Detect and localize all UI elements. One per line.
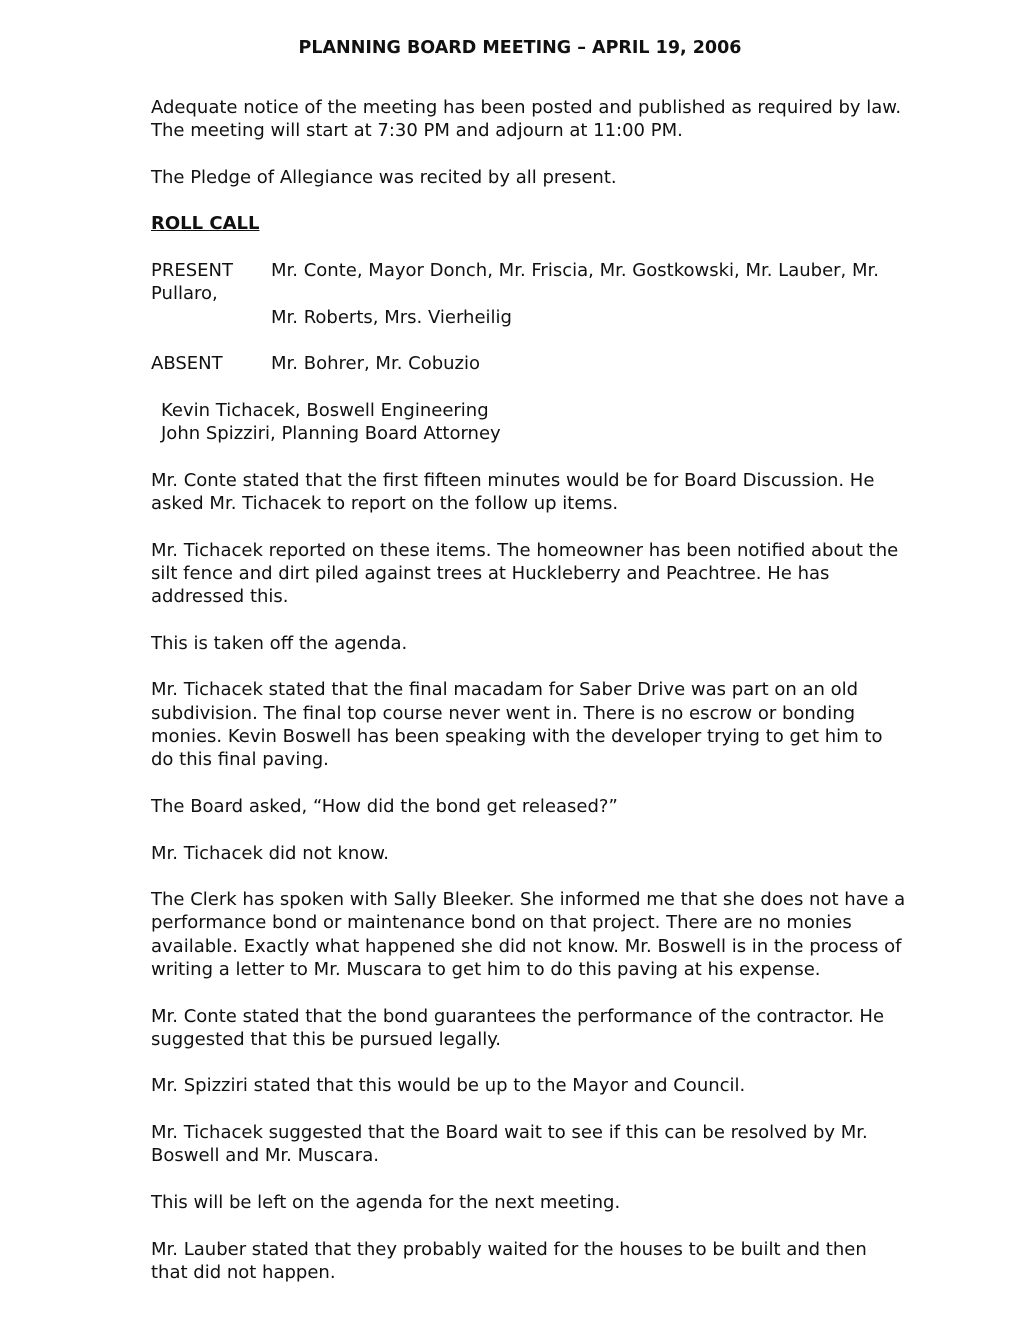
present-names-line2: Mr. Roberts, Mrs. Vierheilig [271, 306, 512, 328]
paragraph: Mr. Tichacek suggested that the Board wait to see if this can be resolved by Mr. Boswell and Mr. Muscara. [151, 1122, 868, 1167]
paragraph: Mr. Spizziri stated that this would be up to the Mayor and Council. [151, 1075, 746, 1097]
notice-paragraph: Adequate notice of the meeting has been posted and published as required by law. The meeting will start at 7:30 PM and adjourn at 11:00 PM. [151, 97, 902, 142]
page-title: PLANNING BOARD MEETING – APRIL 19, 2006 [298, 38, 742, 58]
title-spacer [151, 36, 906, 96]
staff-attorney: John Spizziri, Planning Board Attorney [161, 423, 501, 445]
paragraph: This will be left on the agenda for the next meeting. [151, 1191, 621, 1213]
paragraph: Mr. Lauber stated that they probably waited for the houses to be built and then that did not happen. [151, 1238, 867, 1283]
paragraph: Mr. Conte stated that the first fifteen minutes would be for Board Discussion. He asked Mr. Tichacek to report on the follow up items. [151, 469, 875, 515]
paragraph: Mr. Conte stated that the bond guarantees the performance of the contractor. He suggested that this be pursued legally. [151, 1005, 885, 1050]
roll-call-heading: ROLL CALL [151, 213, 260, 235]
paragraph: Mr. Tichacek stated that the final macadam for Saber Drive was part on an old subdivision. The final top course never went in. There is no escrow or bonding monies. Kevin Boswell has been speaking with the developer trying to get him to do this final paving. [151, 679, 883, 771]
present-label: PRESENT [151, 260, 233, 282]
paragraph: The Board asked, “How did the bond get released?” [151, 795, 618, 817]
present-names-line1: Mr. Conte, Mayor Donch, Mr. Friscia, Mr. Gostkowski, Mr. Lauber, Mr. Pullaro, [151, 260, 879, 305]
staff-list [151, 399, 906, 446]
staff-engineer: Kevin Tichacek, Boswell Engineering [161, 399, 489, 421]
present-row [151, 259, 906, 329]
paragraph: The Clerk has spoken with Sally Bleeker. She informed me that she does not have a performance bond or maintenance bond on that project. There are no monies available. Exactly what happened she did not know. Mr. Boswell is in the process of writing a letter to Mr. Muscara to get him to do this paving at his expense. [151, 889, 906, 980]
absent-names: Mr. Bohrer, Mr. Cobuzio [271, 353, 481, 375]
pledge-paragraph: The Pledge of Allegiance was recited by all present. [151, 166, 617, 188]
paragraph: Mr. Tichacek did not know. [151, 842, 390, 864]
paragraph: Mr. Tichacek reported on these items. The homeowner has been notified about the silt fence and dirt piled against trees at Huckleberry and Peachtree. He has addressed this. [151, 539, 899, 608]
paragraph: This is taken off the agenda. [151, 632, 408, 654]
document-body [151, 36, 906, 1307]
absent-row [151, 352, 906, 375]
absent-label: ABSENT [151, 353, 223, 375]
